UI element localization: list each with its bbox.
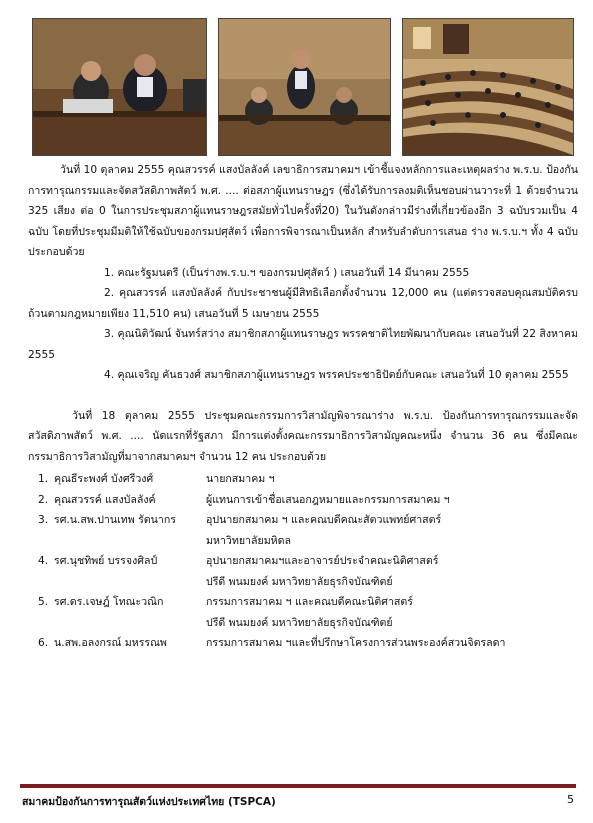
photo-parliament-chamber (402, 18, 574, 156)
member-position: กรรมการสมาคม ฯและที่ปรึกษาโครงการส่วนพระองค์สวนจิตรลดา (206, 637, 506, 649)
member-position-line2: มหาวิทยาลัยมหิดล (206, 534, 292, 547)
member-row-continued (28, 613, 578, 634)
member-position: อุปนายกสมาคม ฯ และคณบดีคณะสัตวแพทย์ศาสตร์ (206, 514, 442, 526)
member-number: 4. (38, 555, 49, 567)
member-name: รศ.นุชทิพย์ บรรจงศิลป์ (54, 555, 158, 567)
photo-strip (32, 18, 572, 154)
list-item: 2. คุณสวรรค์ แสงบัลลังค์ กับประชาชนผู้มีสิทธิเลือกตั้งจำนวน 12,000 คน (แต่ตรวจสอบคุณสมบัติครบถ้วนตามกฎหมายเพียง 11,510 คน) เสนอวันที่ 5 เมษายน 2555 (28, 287, 578, 320)
member-row (28, 469, 578, 490)
member-position: นายกสมาคม ฯ (206, 473, 275, 485)
list-item: 3. คุณนิติวัฒน์ จันทร์สว่าง สมาชิกสภาผู้แทนราษฎร พรรคชาติไทยพัฒนากับคณะ เสนอวันที่ 22 สิงหาคม 2555 (28, 328, 578, 361)
member-row (28, 490, 578, 511)
member-number: 2. (38, 493, 49, 506)
member-row (28, 551, 578, 572)
page-number: 5 (567, 793, 574, 806)
article-body (28, 160, 578, 654)
draft-bill-list (28, 263, 578, 386)
list-item: 4. คุณเจริญ คันธวงศ์ สมาชิกสภาผู้แทนราษฎร พรรคประชาธิปัตย์กับคณะ เสนอวันที่ 10 ตุลาคม 2555 (104, 369, 569, 381)
member-row-continued (28, 531, 578, 552)
member-row (28, 510, 578, 531)
member-list (28, 469, 578, 654)
member-row (28, 633, 578, 654)
member-number: 1. (38, 473, 49, 485)
member-row-continued (28, 572, 578, 593)
member-name: รศ.ดร.เจษฎ์ โทณะวณิก (54, 596, 164, 608)
member-position-line2: ปรีดี พนมยงค์ มหาวิทยาลัยธุรกิจบัณฑิตย์ (206, 616, 393, 629)
member-name: คุณธีระพงศ์ บังศรีวงศ์ (54, 473, 154, 485)
list-item: 1. คณะรัฐมนตรี (เป็นร่างพ.ร.บ.ฯ ของกรมปศุสัตว์ ) เสนอวันที่ 14 มีนาคม 2555 (104, 266, 470, 279)
member-name: รศ.น.สพ.ปานเทพ รัตนากร (54, 514, 176, 526)
member-row (28, 592, 578, 613)
member-position: ผู้แทนการเข้าชื่อเสนอกฎหมายและกรรมการสมาคม ฯ (206, 493, 450, 506)
member-number: 5. (38, 596, 49, 608)
member-position: อุปนายกสมาคมฯและอาจารย์ประจำคณะนิติศาสตร์ (206, 555, 439, 567)
committee-paragraph: วันที่ 18 ตุลาคม 2555 ประชุมคณะกรรมการวิสามัญพิจารณาร่าง พ.ร.บ. ป้องกันการทารุณกรรมและจัดสวัสดิภาพสัตว์ พ.ศ. .... นัดแรกที่รัฐสภา มีการแต่งตั้งคณะกรรมาธิการวิสามัญคณะหนึ่ง จำนวน 36 คน ซึ่งมีคณะกรรมาธิการวิสามัญที่มาจากสมาคมฯ จำนวน 12 คน ประกอบด้วย (28, 409, 578, 463)
footer-organization: สมาคมป้องกันการทารุณสัตว์แห่งประเทศไทย (TSPCA) (22, 796, 276, 808)
member-number: 6. (38, 637, 49, 649)
member-name: คุณสวรรค์ แสงบัลลังค์ (54, 493, 156, 506)
photo-speaker-podium (218, 18, 391, 156)
member-number: 3. (38, 514, 49, 526)
intro-paragraph: วันที่ 10 ตุลาคม 2555 คุณสวรรค์ แสงบัลลังค์ เลขาธิการสมาคมฯ เข้าชี้แจงหลักการและเหตุผลร่าง พ.ร.บ. ป้องกันการทารุณกรรมและจัดสวัสดิภาพสัตว์ พ.ศ. .... ต่อสภาผู้แทนราษฎร (ซึ่งได้รับการลงมติเห็นชอบผ่านวาระที่ 1 ด้วยจำนวน 325 เสียง ต่อ 0 ในการประชุมสภาผู้แทนราษฎรสมัยทั่วไปครั้งที่20) ในวันดังกล่าวมีร่างที่เกี่ยวข้องอีก 3 ฉบับรวมเป็น 4 ฉบับ โดยที่ประชุมมีมติให้ใช้ฉบับของกรมปศุสัตว์ เพื่อการพิจารณาเป็นหลัก สำหรับลำดับการเสนอ ร่าง พ.ร.บ.ฯ ทั้ง 4 ฉบับ ประกอบด้วย (28, 164, 578, 258)
member-position-line2: ปรีดี พนมยงค์ มหาวิทยาลัยธุรกิจบัณฑิตย์ (206, 575, 393, 588)
page-footer (22, 793, 574, 810)
member-name: น.สพ.อลงกรณ์ มหรรณพ (54, 637, 167, 649)
footer-rule (20, 784, 576, 788)
photo-committee-table (32, 18, 207, 156)
member-position: กรรมการสมาคม ฯ และคณบดีคณะนิติศาสตร์ (206, 596, 413, 608)
